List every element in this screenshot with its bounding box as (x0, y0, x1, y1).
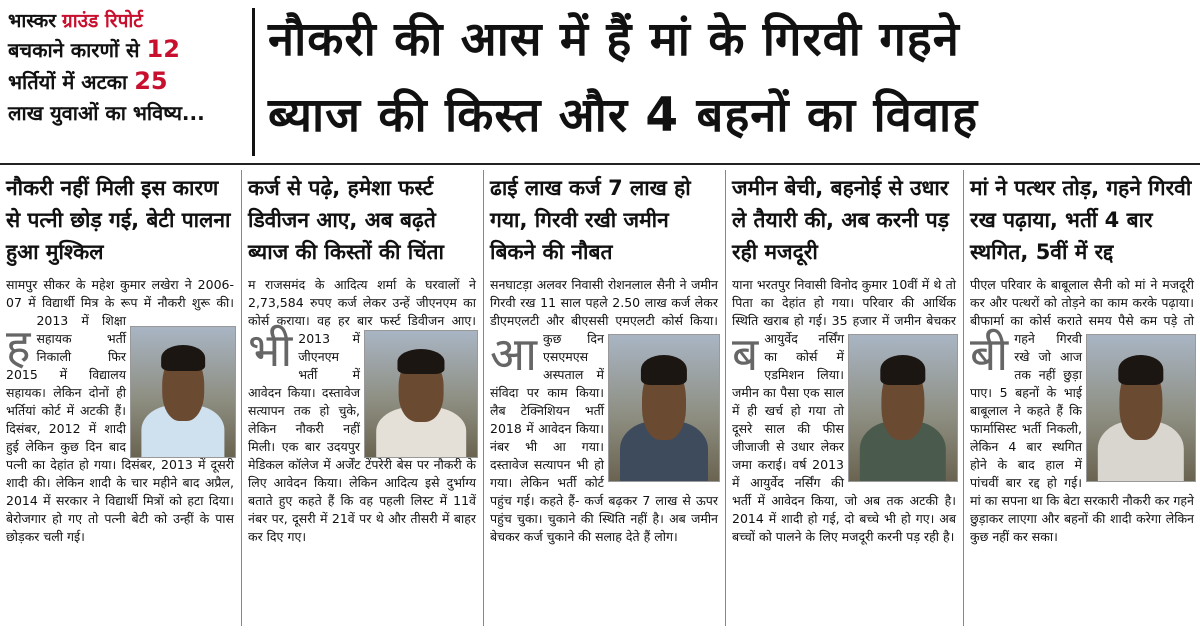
story-text: पीएल परिवार के बाबूलाल सैनी को मां ने मजदूरी कर और पत्थरों को तोड़ने का काम करके पढ़ाया। बीफार्मा का कोर्स कराते समय पैसे कम पड़े तो गहने गिरवी रखे जो आज तक नहीं छुड़ा पाए। 5 बहनों के भाई बाबूलाल ने कहते हैं कि फार्मासिस्ट भर्ती निकली, लेकिन 4 बार स्थगित होने के बाद हाल में पांचवीं बार रद्द हो गई। मां का सपना था कि बेटा सरकारी नौकरी कर गहने छुड़ाकर लाएगा और बहनों की शादी करेगा लेकिन कुछ नहीं कर सका। (970, 277, 1194, 544)
masthead (0, 0, 1200, 163)
story-text: म राजसमंद के आदित्य शर्मा के घरवालों ने 2,73,584 रुपए कर्ज लेकर उन्हें जीएनएम का कोर्स कराया। वह हर बार फर्स्ट डिवीजन आए। 2013 में जीएनएम भर्ती में आवेदन किया। दस्तावेज सत्यापन तक हो चुके, लेकिन नौकरी नहीं मिली। एक बार उदयपुर मेडिकल कॉलेज में अर्जेंट टेंपरेरी बेस पर नौकरी के लिए आवेदन किया। लेकिन आदित्य इसे दुर्भाग्य बताते हुए कहते हैं कि वह पहली लिस्ट में 11वें नंबर पर, दूसरी में 21वें पर थे और तीसरी में बाहर कर दिए गए। (248, 277, 476, 544)
dropcap: ह (6, 319, 31, 373)
story-text: सामपुर सीकर के महेश कुमार लखेरा ने 2006-07 में विद्यार्थी मित्र के रूप में नौकरी शुरू की। 2013 में शिक्षा सहायक भर्ती निकाली फिर 2015 में विद्यालय सहायक। लेकिन दोनों ही भर्तियां कोर्ट में अटकी हैं। दिसंबर, 2012 में शादी हुई लेकिन कुछ दिन बाद पत्नी का देहांत हो गया। दिसंबर, 2013 में दूसरी शादी की। लेकिन शादी के चार महीने बाद अप्रैल, 2014 में सरकार ने विद्यार्थी मित्रों को हटा दिया। बेरोजगार हो गए तो पत्नी बेटी को उन्हीं के पास छोड़कर चली गई। (6, 277, 234, 544)
main-headline (268, 2, 1193, 154)
person-photo (848, 334, 958, 482)
brand-label (8, 8, 248, 34)
story-title: मां ने पत्थर तोड़, गहने गिरवी रख पढ़ाया, भर्ती 4 बार स्थगित, 5वीं में रद्द (970, 176, 1192, 264)
story-text: याना भरतपुर निवासी विनोद कुमार 10वीं में थे तो पिता का देहांत हो गया। परिवार की आर्थिक स्थिति खराब हो गई। 35 हजार में जमीन बेचकर आयुर्वेद नर्सिंग का कोर्स में एडमिशन लिया। जमीन का पैसा एक साल में ही खर्च हो गया तो दूसरे साल की फीस जीजाजी से उधार लेकर जमा कराई। वर्ष 2013 में आयुर्वेद नर्सिंग की भर्ती में आवेदन किया, जो अब तक अटकी है। 2014 में शादी हो गई, दो बच्चे भी हो गए। अब बच्चों को पालने के लिए मजदूरी करनी पड़ रही है। (732, 277, 956, 544)
story-body (726, 276, 962, 546)
person-photo (608, 334, 720, 482)
story-body (0, 276, 240, 546)
kicker-line-2 (8, 66, 248, 98)
story-title: जमीन बेची, बहनोई से उधार ले तैयारी की, अब करनी पड़ रही मजदूरी (732, 176, 949, 264)
person-photo (364, 330, 478, 458)
story-body (242, 276, 482, 546)
headline-line-2: ब्याज की किस्त और 4 बहनों का विवाह (268, 88, 979, 143)
story-column-2 (242, 168, 482, 630)
story-body (964, 276, 1200, 546)
dropcap: बी (970, 327, 1009, 381)
headline-line-1: नौकरी की आस में हैं मां के गिरवी गहने (268, 12, 960, 67)
kicker-divider (252, 8, 255, 156)
story-title: कर्ज से पढ़े, हमेशा फर्स्ट डिवीजन आए, अब बढ़ते ब्याज की किस्तों की चिंता (248, 176, 444, 264)
story-column-4 (726, 168, 962, 630)
brand-name: भास्कर (8, 10, 57, 32)
ground-report-kicker (8, 8, 248, 129)
report-tag: ग्राउंड रिपोर्ट (62, 10, 143, 32)
kicker-number-2: 25 (134, 67, 168, 95)
story-column-1 (0, 168, 240, 630)
kicker-text-1: बचकाने कारणों से (8, 38, 140, 62)
dropcap: ब (732, 327, 759, 381)
dropcap: भी (248, 323, 293, 377)
headline-divider (0, 163, 1200, 165)
kicker-number-1: 12 (146, 35, 180, 63)
kicker-line-3: लाख युवाओं का भविष्य... (8, 101, 205, 125)
dropcap: आ (490, 327, 538, 381)
story-text: सनघाटड़ा अलवर निवासी रोशनलाल सैनी ने जमीन गिरवी रख 11 साल पहले 2.50 लाख कर्ज लेकर डीएमएलटी और बीएससी एमएलटी कोर्स किया। कुछ दिन एसएमएस अस्पताल में संविदा पर काम किया। लैब टेक्निशियन भर्ती 2018 में आवेदन किया। नंबर भी आ गया। दस्तावेज सत्यापन भी हो गया। लेकिन भर्ती कोर्ट पहुंच गई। कहते हैं- कर्ज बढ़कर 7 लाख से ऊपर पहुंच चुका। चुकाने की स्थिति नहीं है। अब जमीन बेचकर कर्ज चुकाने की सलाह देते हैं लोग। (490, 277, 718, 544)
story-body (484, 276, 724, 546)
person-photo (1086, 334, 1196, 482)
story-column-3 (484, 168, 724, 630)
story-column-5 (964, 168, 1200, 630)
kicker-text-2: भर्तियों में अटका (8, 70, 128, 94)
kicker-line-1 (8, 34, 248, 66)
story-title: नौकरी नहीं मिली इस कारण से पत्नी छोड़ गई, बेटी पालना हुआ मुश्किल (6, 176, 231, 264)
person-photo (130, 326, 236, 458)
story-title: ढाई लाख कर्ज 7 लाख हो गया, गिरवी रखी जमीन बिकने की नौबत (490, 176, 691, 264)
